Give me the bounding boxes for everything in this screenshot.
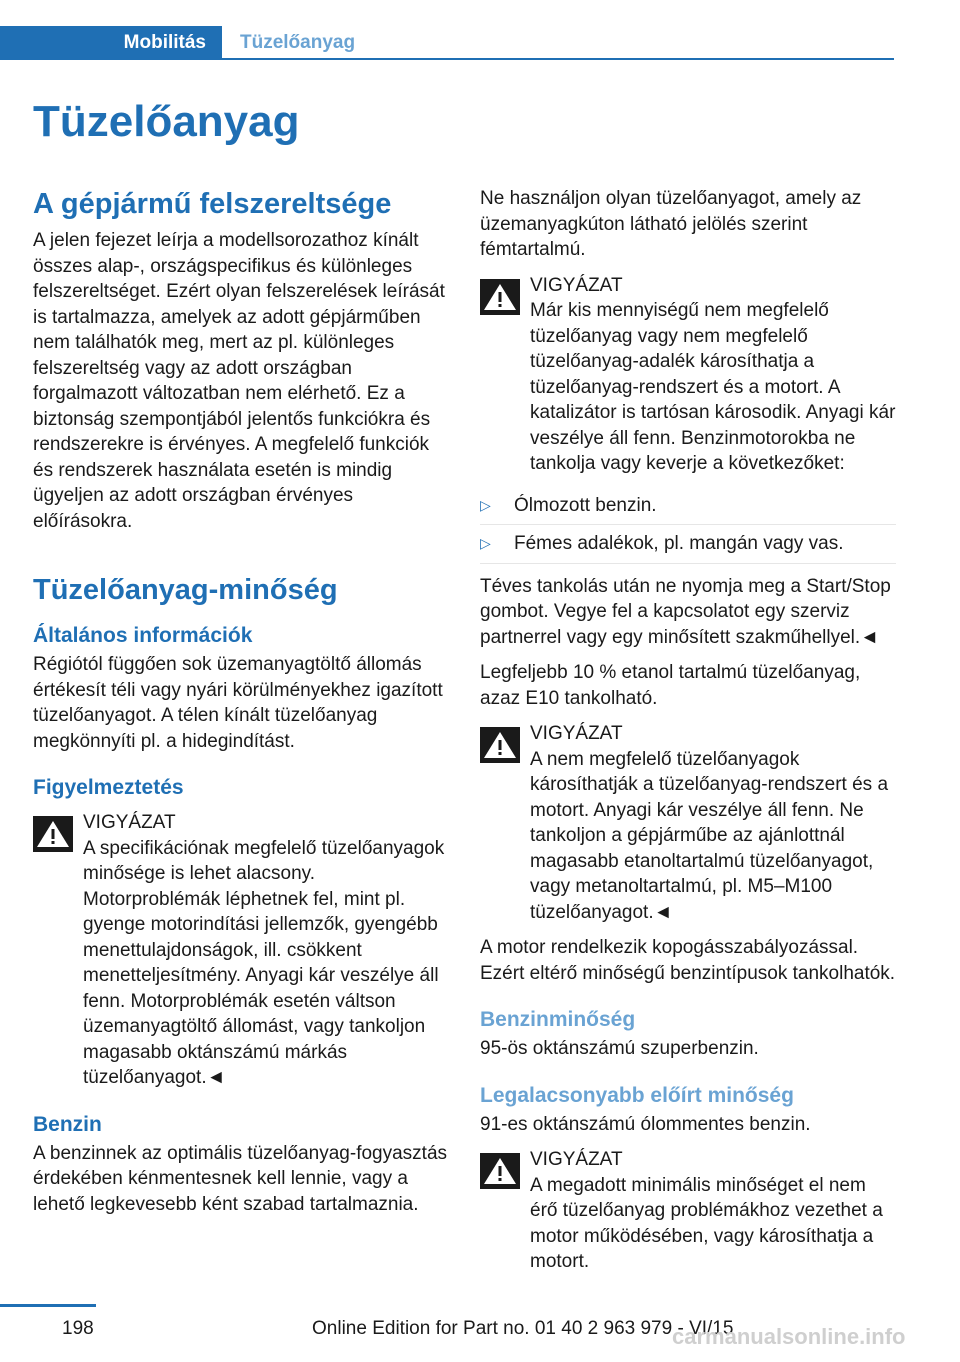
warning-triangle-icon [480, 1153, 520, 1189]
triangle-bullet-icon: ▷ [480, 535, 491, 551]
warning-body: Már kis mennyiségű nem megfelelő tüzelőanyag vagy nem megfelelő tüzelőanyag-adalék károsíthatja a tüzelőanyag-rendszert és a motort. A katalizátor is tartósan károsodik. Anyagi kár veszélye áll fenn. Benzinmotorokba ne tankolja vagy keverje a következőket: [530, 300, 896, 474]
warning-box [480, 1147, 896, 1275]
chapter-tab[interactable]: Tüzelőanyag [240, 32, 356, 53]
edition-line: Online Edition for Part no. 01 40 2 963 979 - VI/15 [312, 1318, 734, 1339]
general-info-body: Régiótól függően sok üzemanyagtöltő állomás értékesít téli vagy nyári körülményekhez igazított tüzelőanyagot. A télen kínált tüzelőanyag megkönnyíti pl. a hidegindítást. [33, 654, 443, 752]
warning-box [480, 273, 896, 477]
warning-heading: Figyelmeztetés [33, 776, 184, 799]
warning-label: VIGYÁZAT [530, 1149, 623, 1170]
watermark: carmanualsonline.info [672, 1324, 906, 1349]
warning-label: VIGYÁZAT [530, 274, 623, 296]
ethanol-note: Legfeljebb 10 % etanol tartalmú tüzelőanyag, azaz E10 tankolható. [480, 662, 861, 709]
equipment-heading: A gépjármű felszereltsége [33, 188, 392, 220]
footer-rule [0, 1304, 96, 1307]
header-rule [222, 58, 894, 60]
petrol-quality-body: 95-ös oktánszámú szuperbenzin. [480, 1038, 759, 1059]
warning-triangle-icon [33, 816, 73, 852]
triangle-bullet-icon: ▷ [480, 496, 491, 513]
misfuel-note: Téves tankolás után ne nyomja meg a Start/Stop gombot. Vegye fel a kapcsolatot egy szerviz partnerrel vagy egy minősített szakműhellyel.◄ [480, 575, 891, 648]
page-title: Tüzelőanyag [33, 97, 300, 146]
general-info-heading: Általános információk [33, 624, 253, 647]
warning-label: VIGYÁZAT [83, 812, 176, 833]
list-item: ▷ Fémes adalékok, pl. mangán vagy vas. [480, 525, 896, 564]
warning-body: A nem megfelelő tüzelőanyagok károsíthatják a tüzelőanyag-rendszert és a motort. Anyagi kár veszélye áll fenn. Ne tankoljon a gépjárműbe az ajánlottnál magasabb etanoltartalmú tüzelőanyagot, vagy metanoltartalmú, pl. M5–M100 tüzelőanyagot.◄ [530, 748, 889, 923]
page-number: 198 [62, 1318, 94, 1339]
warning-body: A specifikációnak megfelelő tüzelőanyagok minősége is lehet alacsony. Motorproblémák léphetnek fel, mint pl. gyenge motorindítási jellemzők, gyengébb menettulajdonságok, ill. csökkent menetteljesítmény. Anyagi kár veszélye áll fenn. Motorproblémák esetén váltson üzemanyagtöltő állomást, vagy tankoljon magasabb oktánszámú márkás tüzelőanyagot.◄ [83, 837, 445, 1088]
list-item: ▷ Ólmozott benzin. [480, 487, 896, 526]
metal-fuel-note: Ne használjon olyan tüzelőanyagot, amely az üzemanyagkúton látható jelölés szerint fémtartalmú. [480, 188, 862, 260]
warning-body: A megadott minimális minőséget el nem érő tüzelőanyag problémákhoz vezethet a motor működésében, vagy károsíthatja a motort. [530, 1174, 883, 1272]
left-column [33, 186, 449, 1227]
warning-triangle-icon [480, 279, 520, 315]
section-tab[interactable]: Mobilitás [0, 26, 222, 60]
warning-box [33, 810, 449, 1091]
benzin-heading: Benzin [33, 1112, 102, 1136]
fuel-quality-heading: Tüzelőanyag-minőség [33, 574, 338, 606]
warning-triangle-icon [480, 727, 520, 763]
minimum-quality-body: 91-es oktánszámú ólommentes benzin. [480, 1113, 811, 1135]
minimum-quality-heading: Legalacsonyabb előírt minőség [480, 1083, 794, 1107]
warning-box [480, 721, 896, 925]
warning-label: VIGYÁZAT [530, 723, 623, 744]
knock-control-note: A motor rendelkezik kopogásszabályozással. Ezért eltérő minőségű benzintípusok tankolhatók. [480, 937, 896, 984]
bullet-list [480, 487, 896, 564]
petrol-quality-heading: Benzinminőség [480, 1008, 636, 1031]
benzin-body: A benzinnek az optimális tüzelőanyag-fogyasztás érdekében kénmentesnek kell lennie, vagy a lehető legkevesebb ként szabad tartalmaznia. [33, 1142, 448, 1215]
page-header [0, 26, 960, 62]
equipment-body: A jelen fejezet leírja a modellsorozathoz kínált összes alap-, országspecifikus és különleges felszereltséget. Ezért olyan felszerelések leírását is tartalmazza, amelyek az adott gépjárműben nem találhatók meg, mert az pl. különleges felszereltség vagy az adott országban forgalmazott változatban nem elérhető. Ez a biztonság szempontjából jelentős funkciókra és rendszerekre is érvényes. A megfelelő funkciók és rendszerek használata esetén is mindig ügyeljen az adott országban érvényes előírásokra. [33, 230, 445, 532]
right-column [480, 186, 896, 1285]
